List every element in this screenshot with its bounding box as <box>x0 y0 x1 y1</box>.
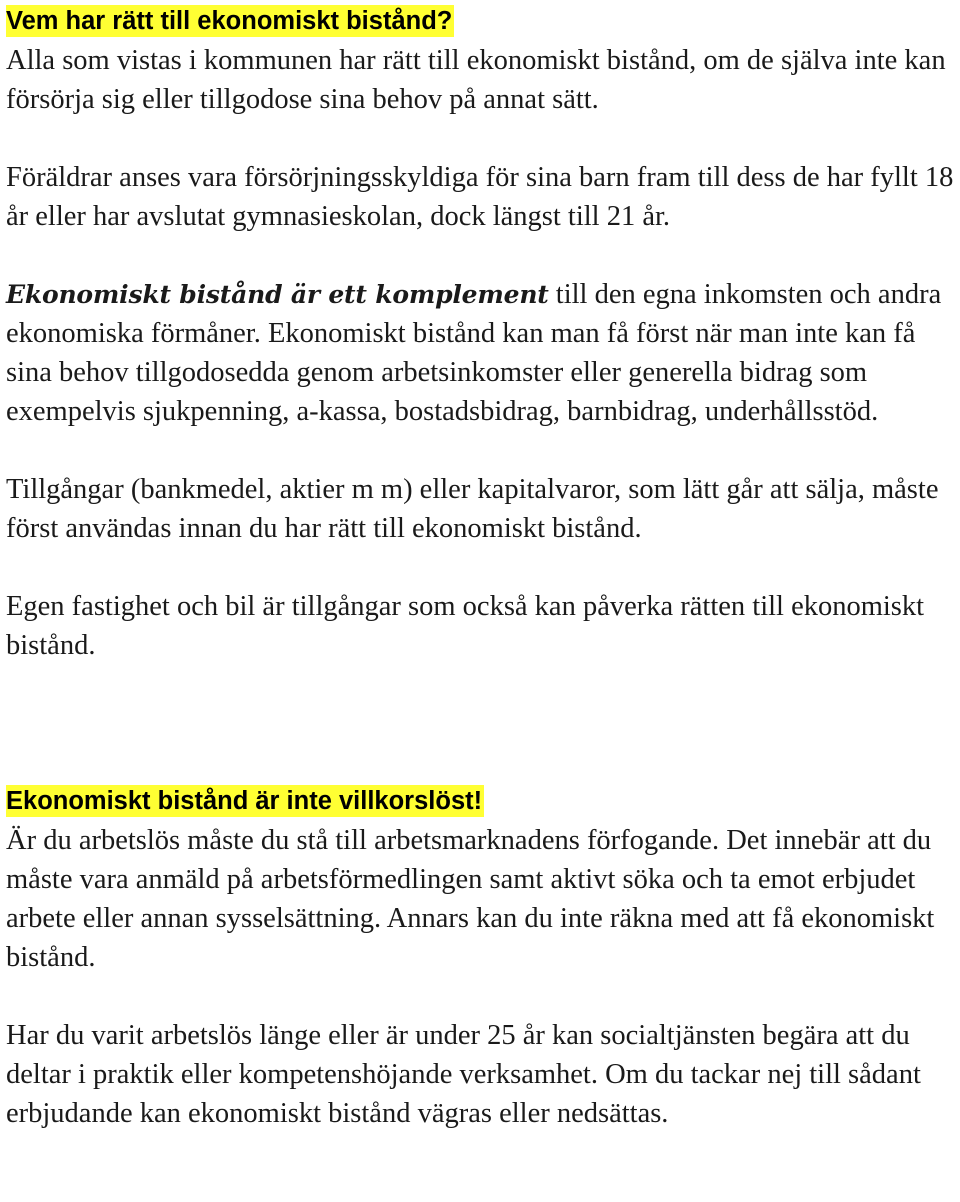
heading-highlight: Ekonomiskt bistånd är inte villkorslöst! <box>6 787 483 815</box>
section-heading-conditions <box>6 782 960 821</box>
paragraph-complement <box>6 275 960 431</box>
section-heading-eligibility <box>6 2 960 41</box>
paragraph-complement-rest: till den egna inkomsten och andra ekonomiska förmåner. Ekonomiskt bistånd kan man få först när man inte kan få sina behov tillgodosedda genom arbetsinkomster eller generella bidrag som exempelvis sjukpenning, a-kassa, bostadsbidrag, barnbidrag, underhållsstöd. <box>6 279 942 427</box>
emphasis-complement: Ekonomiskt bistånd är ett komplement <box>6 280 549 309</box>
paragraph-long-term-unemployed: Har du varit arbetslös länge eller är under 25 år kan socialtjänsten begära att du deltar i praktik eller kompetenshöjande verksamhet. Om du tackar nej till sådant erbjudande kan ekonomiskt bistånd vägras eller nedsättas. <box>6 1020 921 1129</box>
paragraph-eligibility: Alla som vistas i kommunen har rätt till ekonomiskt bistånd, om de själva inte kan försörja sig eller tillgodose sina behov på annat sätt. <box>6 45 946 115</box>
paragraph-assets: Tillgångar (bankmedel, aktier m m) eller kapitalvaror, som lätt går att sälja, måste först användas innan du har rätt till ekonomiskt bistånd. <box>6 474 939 544</box>
paragraph-unemployed: Är du arbetslös måste du stå till arbetsmarknadens förfogande. Det innebär att du måste vara anmäld på arbetsförmedlingen samt aktivt söka och ta emot erbjudet arbete eller annan sysselsättning. Annars kan du inte räkna med att få ekonomiskt bistånd. <box>6 825 935 973</box>
heading-highlight: Vem har rätt till ekonomiskt bistånd? <box>6 7 453 35</box>
paragraph-property: Egen fastighet och bil är tillgångar som också kan påverka rätten till ekonomiskt bistånd. <box>6 591 925 661</box>
paragraph-parents: Föräldrar anses vara försörjningsskyldiga för sina barn fram till dess de har fyllt 18 år eller har avslutat gymnasieskolan, dock längst till 21 år. <box>6 162 954 232</box>
